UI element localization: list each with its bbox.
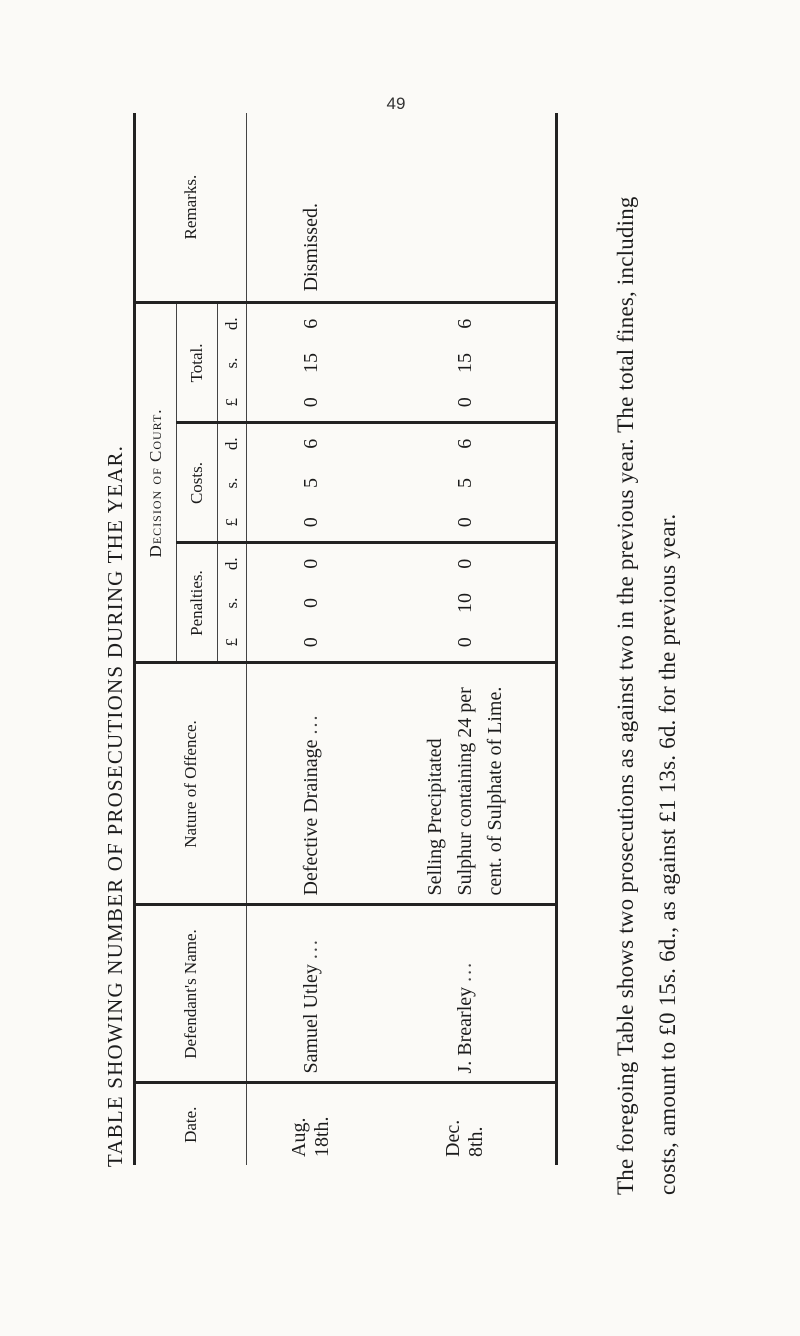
header-nature: Nature of Offence. [135,663,247,905]
row1-cost-l: 0 [299,517,322,528]
header-total: Total. [177,303,218,423]
row2-date: Dec. 8th. [375,1083,557,1165]
row2-pen-d: 0 [375,543,557,583]
header-pen-l: £ [218,623,247,663]
row2-remarks [375,113,557,303]
row2-cost-d: 6 [375,423,557,463]
row1-pen-s: 0 [299,598,322,608]
row1-offence-text: Defective Drainage [299,739,322,896]
row1-defendant-dots: ... [299,938,322,960]
footnote: The foregoing Table shows two prosecutions as against two in the previous year. The total fines, including costs, amount to £0 15s. 6d., as against £1 13s. 6d. for the previous year. [613,196,680,1195]
row1-remarks: Dismissed. [299,203,322,292]
row2-defendant [375,905,557,1083]
header-costs: Costs. [177,423,218,543]
row1-tot-s: 15 [299,353,322,373]
row1-tot-d: 6 [247,303,376,343]
header-decision: Decision of Court. [135,303,177,663]
page-number: 49 [386,94,406,113]
row1-tot-l: 0 [299,397,322,408]
row1-date: Aug. 18th. [247,1083,376,1165]
header-date: Date. [135,1083,247,1165]
prosecutions-table [133,113,558,1165]
header-penalties: Penalties. [177,543,218,663]
table-row [375,113,557,1165]
header-tot-l: £ [218,383,247,423]
header-pen-s: s. [218,583,247,623]
row2-defendant-name: J. Brearley [453,986,476,1074]
row2-pen-s: 10 [453,593,476,613]
row2-pen-l: 0 [453,637,476,648]
header-defendant: Defendant's Name. [135,905,247,1083]
row2-tot-l: 0 [453,397,476,408]
row1-pen-l: 0 [299,637,322,648]
row1-defendant [247,905,376,1083]
header-tot-s: s. [218,343,247,383]
header-cost-d: d. [218,423,247,463]
header-pen-d: d. [218,543,247,583]
row2-cost-s: 5 [453,478,476,488]
table-row [247,113,376,1165]
table-title: TABLE SHOWING NUMBER OF PROSECUTIONS DURING THE YEAR. [103,444,127,1168]
row2-tot-s: 15 [453,353,476,373]
header-cost-s: s. [218,463,247,503]
row1-defendant-name: Samuel Utley [299,964,322,1074]
row1-cost-s: 5 [299,478,322,488]
row2-cost-l: 0 [453,517,476,528]
row1-offence-dots: ... [299,713,322,735]
row2-offence: Selling Precipitated Sulphur containing 24 per cent. of Sulphate of Lime. [375,663,557,905]
header-tot-d: d. [218,303,247,343]
row1-cost-d: 6 [247,423,376,463]
prosecutions-table-wrapper [133,153,573,1165]
header-remarks: Remarks. [135,113,247,303]
header-cost-l: £ [218,503,247,543]
row1-pen-d: 0 [247,543,376,583]
row2-defendant-dots: ... [453,960,476,982]
row2-tot-d: 6 [375,303,557,343]
row1-offence [247,663,376,905]
